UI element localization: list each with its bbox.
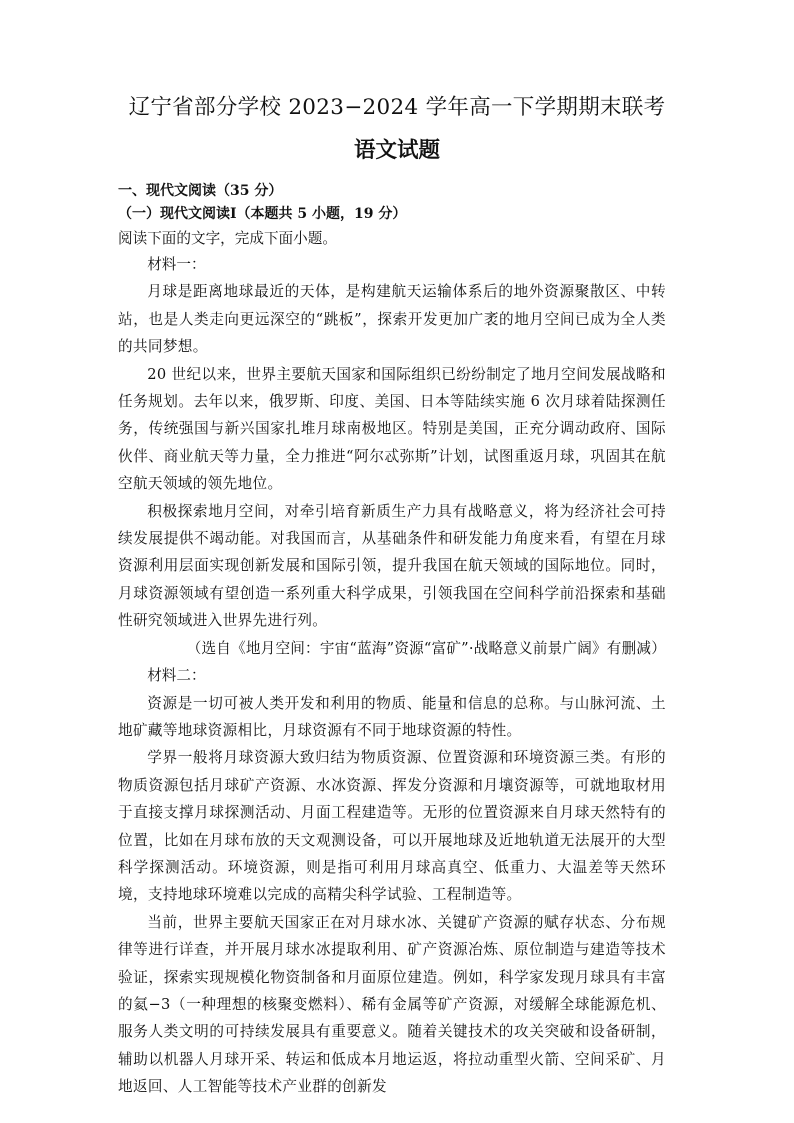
- instruction-text: 阅读下面的文字，完成下面小题。: [118, 230, 337, 247]
- material-one-label: 材料一：: [147, 256, 206, 273]
- subsection-heading: （一）现代文阅读Ⅰ（本题共 5 小题，19 分）: [118, 206, 407, 222]
- material-one-paragraph-3: 积极探索地月空间，对牵引培育新质生产力具有战略意义，将为经济社会可持续发展提供不竭动能。对我国而言，从基础条件和研发能力角度来看，有望在月球资源利用层面实现创新发展和国际引领，提升我国在航天领域的国际地位。同时，月球资源领域有望创造一系列重大科学成果，引领我国在空间科学前沿探索和基础性研究领域进入世界先进行列。: [118, 502, 666, 630]
- material-two-paragraph-1: 资源是一切可被人类开发和利用的物质、能量和信息的总称。与山脉河流、土地矿藏等地球资源相比，月球资源有不同于地球资源的特性。: [118, 694, 666, 739]
- exam-title: 辽宁省部分学校 2023−2024 学年高一下学期期末联考: [128, 95, 666, 120]
- exam-subtitle: 语文试题: [353, 138, 440, 163]
- material-two-paragraph-3: 当前，世界主要航天国家正在对月球水冰、关键矿产资源的赋存状态、分布规律等进行详查，并开展月球水冰提取利用、矿产资源冶炼、原位制造与建造等技术验证，探索实现规模化物资制备和月面原位建造。例如，科学家发现月球具有丰富的氦−3（一种理想的核聚变燃料）、稀有金属等矿产资源，对缓解全球能源危机、服务人类文明的可持续发展具有重要意义。随着关键技术的攻关突破和设备研制，辅助以机器人月球开采、转运和低成本月地运返，将拉动重型火箭、空间采矿、月地返回、人工智能等技术产业群的创新发: [118, 913, 666, 1096]
- material-two-label: 材料二：: [147, 667, 206, 685]
- material-one-paragraph-1: 月球是距离地球最近的天体，是构建航天运输体系后的地外资源聚散区、中转站，也是人类走向更远深空的“跳板”，探索开发更加广袤的地月空间已成为全人类的共同梦想。: [118, 283, 666, 356]
- material-one-source: （选自《地月空间：宇宙“蓝海”资源“富矿”·战略意义前景广阔》有删减）: [186, 639, 666, 657]
- material-one-paragraph-2: 20 世纪以来，世界主要航天国家和国际组织已纷纷制定了地月空间发展战略和任务规划。去年以来，俄罗斯、印度、美国、日本等陆续实施 6 次月球着陆探测任务，传统强国与新兴国家扎堆月球南极地区。特别是美国，正充分调动政府、国际伙伴、商业航天等力量，全力推进“阿尔忒弥斯”计划，试图重返月球，巩固其在航空航天领域的领先地位。: [118, 365, 666, 493]
- section-heading: 一、现代文阅读（35 分）: [118, 183, 283, 199]
- material-two-paragraph-2: 学界一般将月球资源大致归结为物质资源、位置资源和环境资源三类。有形的物质资源包括月球矿产资源、水冰资源、挥发分资源和月壤资源等，可就地取材用于直接支撑月球探测活动、月面工程建造等。无形的位置资源来自月球天然特有的位置，比如在月球布放的天文观测设备，可以开展地球及近地轨道无法展开的大型科学探测活动。环境资源，则是指可利用月球高真空、低重力、大温差等天然环境，支持地球环境难以完成的高精尖科学试验、工程制造等。: [118, 749, 666, 904]
